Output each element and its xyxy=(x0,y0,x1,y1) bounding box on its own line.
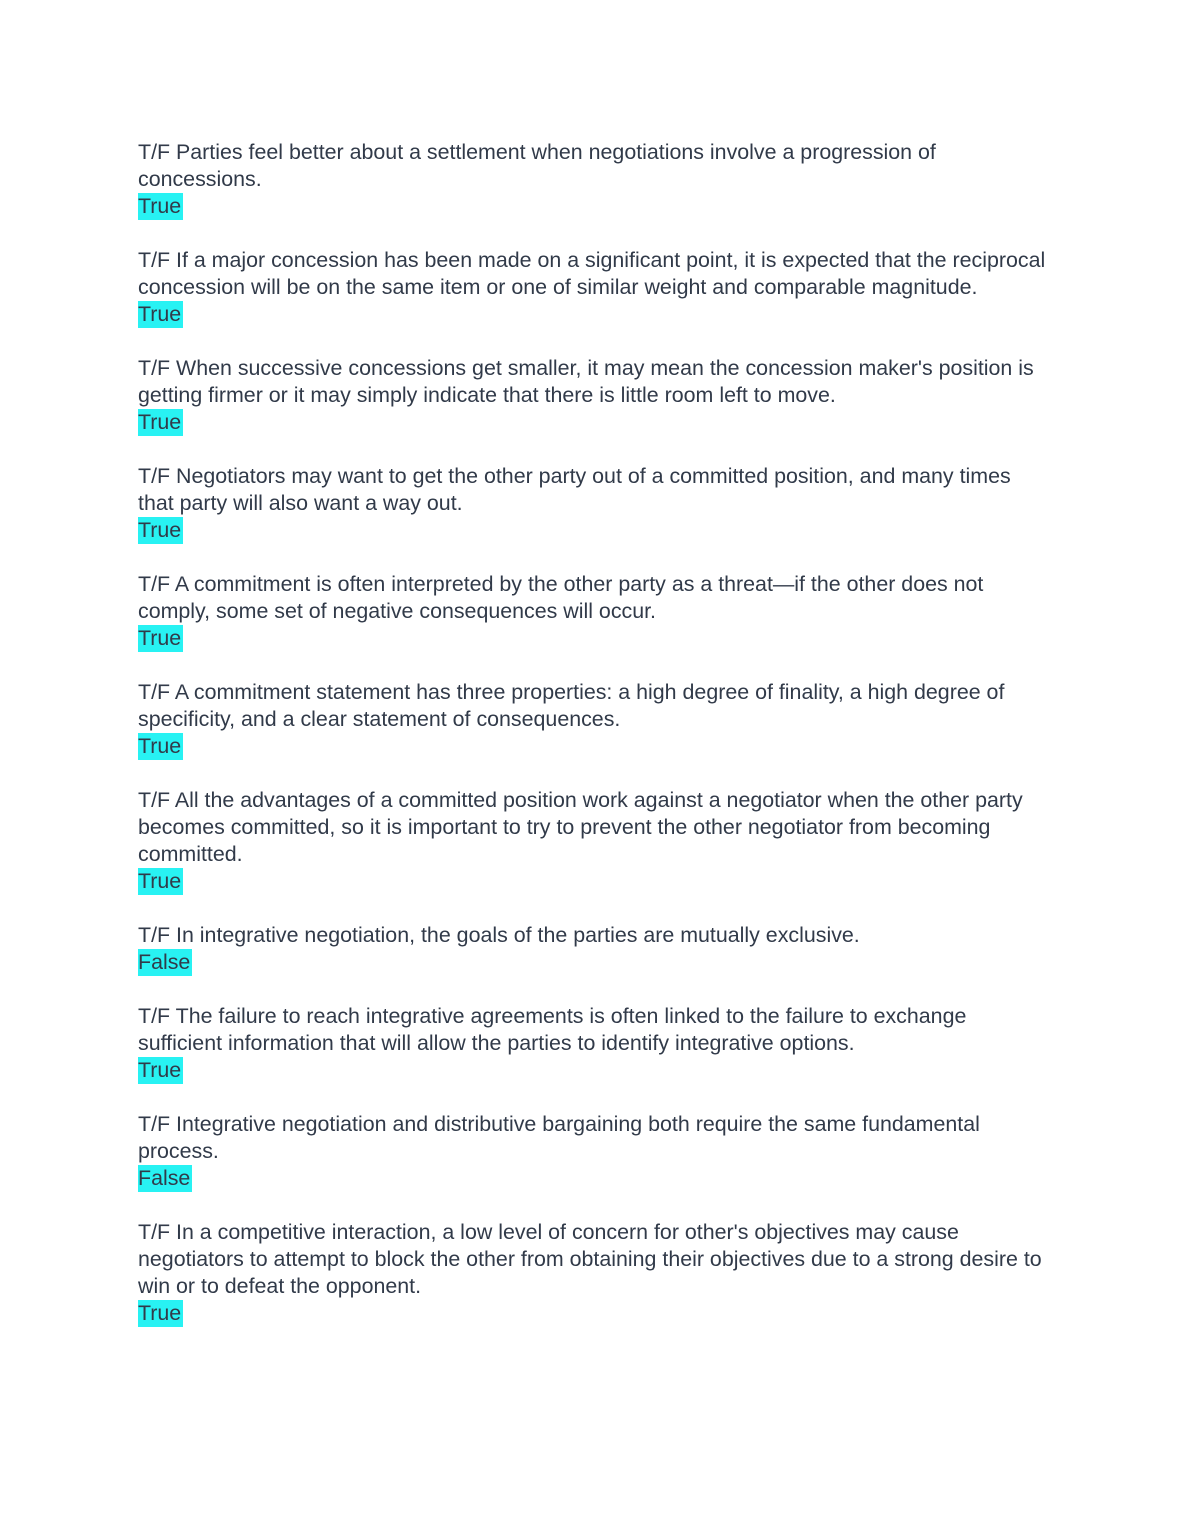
qa-block xyxy=(138,571,1052,652)
answer-highlight: True xyxy=(138,869,182,893)
answer-highlight: True xyxy=(138,1301,182,1325)
answer-line xyxy=(138,193,1052,220)
answer-line xyxy=(138,868,1052,895)
qa-block xyxy=(138,355,1052,436)
answer-highlight: True xyxy=(138,518,182,542)
qa-block xyxy=(138,1003,1052,1084)
answer-highlight: True xyxy=(138,410,182,434)
question-text: T/F A commitment statement has three properties: a high degree of finality, a high degree of specificity, and a clear statement of consequences. xyxy=(138,680,1005,731)
answer-line xyxy=(138,409,1052,436)
question-text: T/F Parties feel better about a settlement when negotiations involve a progression of concessions. xyxy=(138,140,936,191)
question-text: T/F The failure to reach integrative agreements is often linked to the failure to exchange sufficient information that will allow the parties to identify integrative options. xyxy=(138,1004,967,1055)
answer-highlight: True xyxy=(138,194,182,218)
question-text: T/F Integrative negotiation and distributive bargaining both require the same fundamental process. xyxy=(138,1112,980,1163)
answer-highlight: False xyxy=(138,1166,191,1190)
answer-line xyxy=(138,1300,1052,1327)
qa-block xyxy=(138,463,1052,544)
answer-highlight: True xyxy=(138,302,182,326)
question-text: T/F In a competitive interaction, a low level of concern for other's objectives may cause negotiators to attempt to block the other from obtaining their objectives due to a strong desire to win or to defeat the opponent. xyxy=(138,1220,1042,1298)
question-text: T/F If a major concession has been made on a significant point, it is expected that the reciprocal concession will be on the same item or one of similar weight and comparable magnitude. xyxy=(138,248,1046,299)
answer-line xyxy=(138,1057,1052,1084)
answer-highlight: True xyxy=(138,1058,182,1082)
qa-block xyxy=(138,139,1052,220)
answer-line xyxy=(138,733,1052,760)
qa-block xyxy=(138,679,1052,760)
qa-block xyxy=(138,922,1052,976)
question-text: T/F Negotiators may want to get the other party out of a committed position, and many times that party will also want a way out. xyxy=(138,464,1011,515)
qa-list xyxy=(138,139,1052,1327)
qa-block xyxy=(138,1219,1052,1327)
question-text: T/F When successive concessions get smaller, it may mean the concession maker's position is getting firmer or it may simply indicate that there is little room left to move. xyxy=(138,356,1034,407)
question-text: T/F In integrative negotiation, the goals of the parties are mutually exclusive. xyxy=(138,923,860,947)
question-text: T/F All the advantages of a committed position work against a negotiator when the other party becomes committed, so it is important to try to prevent the other negotiator from becoming committed. xyxy=(138,788,1023,866)
answer-line xyxy=(138,1165,1052,1192)
answer-line xyxy=(138,949,1052,976)
answer-highlight: True xyxy=(138,734,182,758)
question-text: T/F A commitment is often interpreted by the other party as a threat—if the other does not comply, some set of negative consequences will occur. xyxy=(138,572,984,623)
answer-line xyxy=(138,517,1052,544)
answer-highlight: True xyxy=(138,626,182,650)
answer-line xyxy=(138,625,1052,652)
qa-block xyxy=(138,247,1052,328)
answer-line xyxy=(138,301,1052,328)
answer-highlight: False xyxy=(138,950,191,974)
qa-block xyxy=(138,787,1052,895)
qa-block xyxy=(138,1111,1052,1192)
